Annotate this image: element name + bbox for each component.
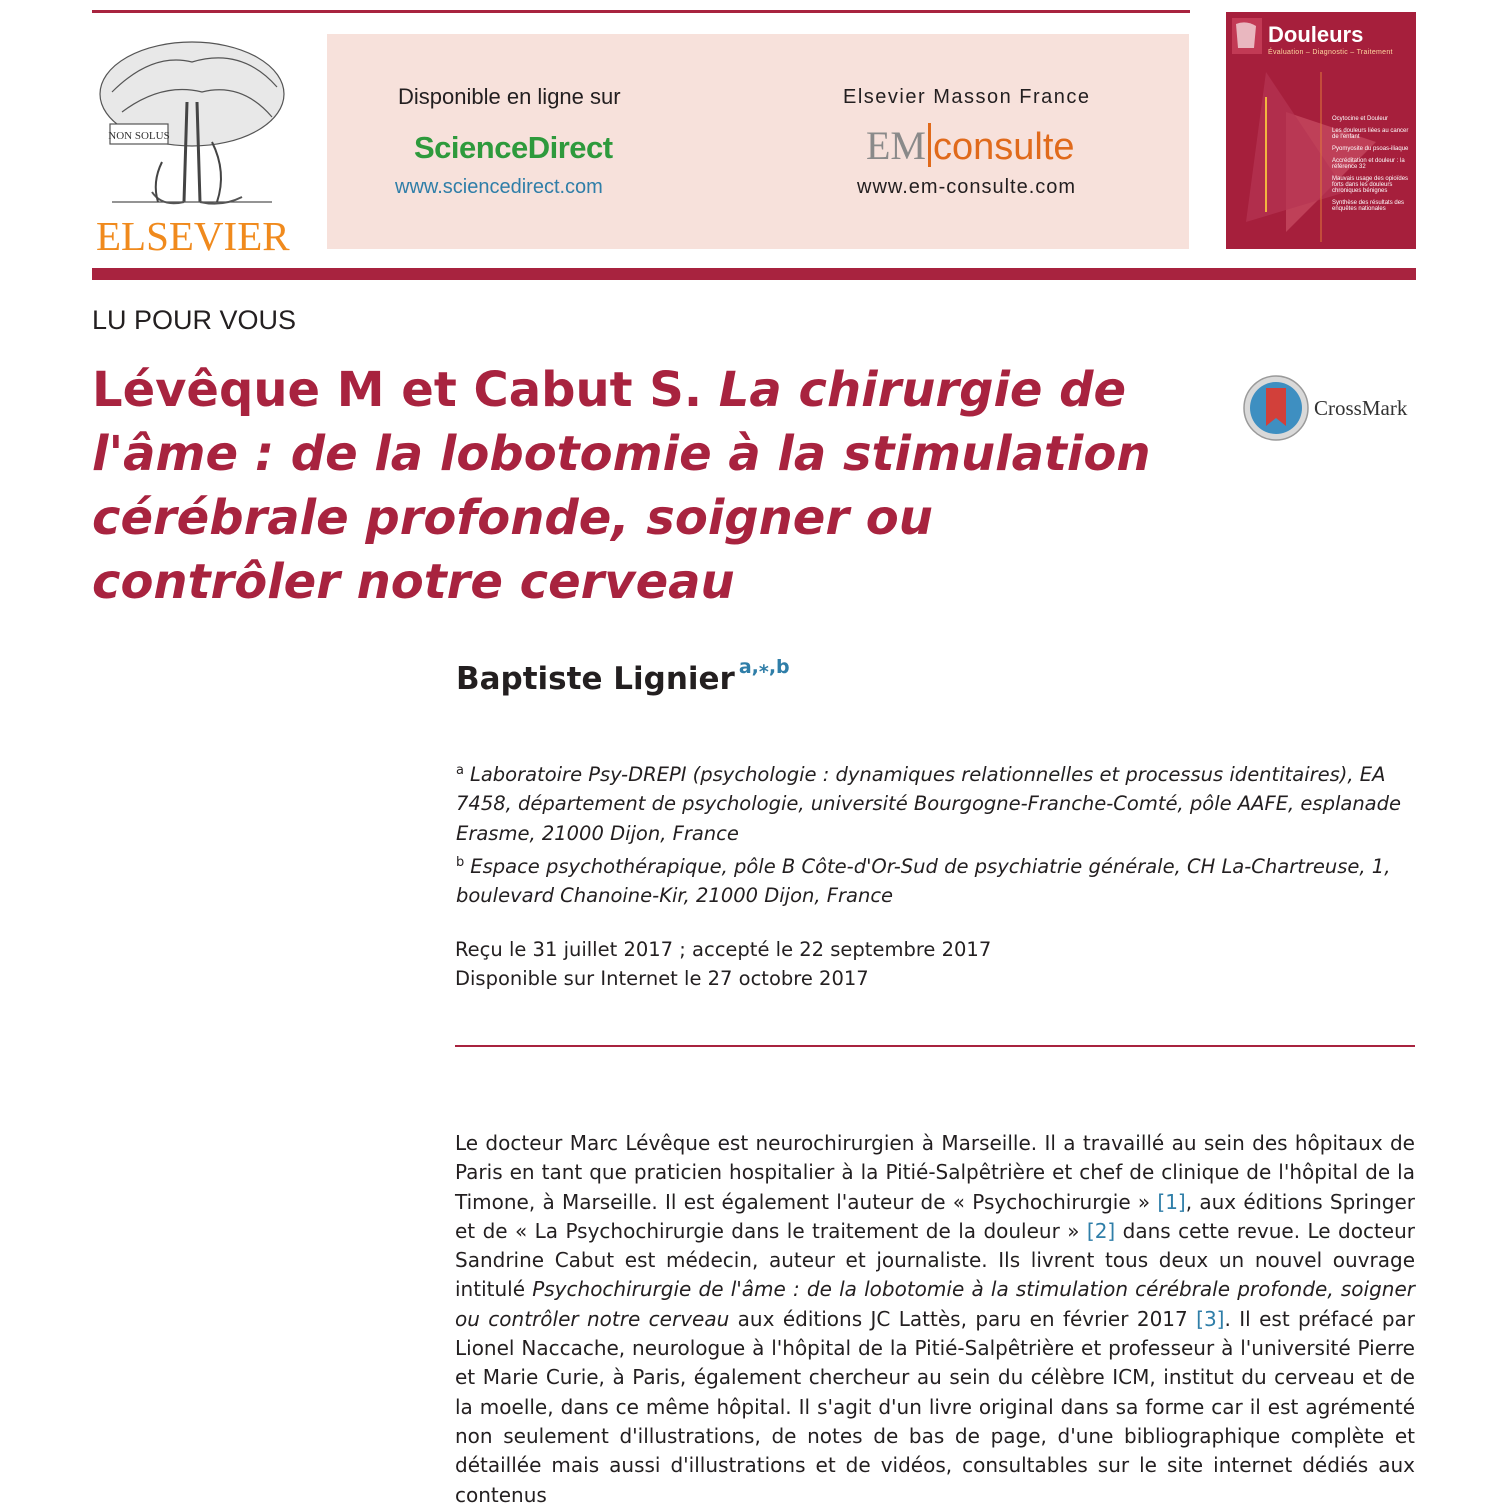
- title-book: La chirurgie de l'âme : de la lobotomie à la stimulation cérébrale profonde, soigner ou contrôler notre cerveau: [92, 362, 1151, 610]
- cover-item: Synthèse des résultats des enquêtes nationales: [1332, 200, 1405, 212]
- author-affiliation-markers[interactable]: a,⁎,b: [738, 656, 790, 678]
- elsevier-wordmark: ELSEVIER: [96, 213, 290, 259]
- journal-cover: [1226, 12, 1416, 249]
- affiliation-marker: a: [456, 763, 464, 778]
- online-date: Disponible sur Internet le 27 octobre 2017: [455, 967, 869, 991]
- author-name: [456, 656, 790, 697]
- em-logo-bar: [928, 123, 931, 167]
- received-date: Reçu le 31 juillet 2017 ; accepté le 22 septembre 2017: [455, 938, 992, 961]
- em-france-label: Elsevier Masson France: [843, 86, 1091, 108]
- section-label: LU POUR VOUS: [92, 305, 297, 335]
- reference-link[interactable]: [3]: [1196, 1306, 1225, 1331]
- article-dates: [455, 935, 991, 994]
- cover-title: Douleurs: [1268, 22, 1364, 47]
- cover-item: Pyomyosite du psoas-iliaque: [1332, 146, 1409, 152]
- cover-item: Ocytocine et Douleur: [1332, 116, 1389, 122]
- body-text: . Il est préfacé par Lionel Naccache, neurologue à l'hôpital de la Pitié-Salpêtrière et professeur à l'université Pierre et Marie Curie, à Paris, également chercheur au sein du célèbre ICM, institut du cerveau et de la moelle, dans ce même hôpital. Il s'agit d'un livre original dans sa forme car il est agrémenté non seulement d'illustrations, de notes de bas de page, d'une bibliographique complète et détaillée mais aussi d'illustrations et de vidéos, consultables sur le site internet dédiés aux contenus: [455, 1306, 1415, 1507]
- affiliation-item: [456, 848, 1416, 911]
- author-name-text: Baptiste Lignier: [456, 661, 735, 697]
- available-online-label: Disponible en ligne sur: [398, 84, 621, 109]
- sciencedirect-logo[interactable]: ScienceDirect: [414, 130, 613, 165]
- header-rule: [92, 268, 1416, 280]
- body-text: aux éditions JC Lattès, paru en février 2017: [729, 1306, 1197, 1331]
- body-text: Le docteur Marc Lévêque est neurochirurgien à Marseille. Il a travaillé au sein des hôpitaux de Paris en tant que praticien hospitalier à la Pitié-Salpêtrière et chef de clinique de l'hôpital de la Timone, à Marseille. Il est également l'auteur de « Psychochirurgie »: [455, 1131, 1415, 1214]
- affiliation-marker: b: [456, 854, 465, 870]
- article-title: [92, 358, 1152, 614]
- affiliation-text: Laboratoire Psy-DREPI (psychologie : dynamiques relationnelles et processus identitaires), EA 7458, département de psychologie, université Bourgogne-Franche-Comté, pôle AAFE, esplanade Erasme, 21000 Dijon, France: [456, 763, 1402, 845]
- reference-link[interactable]: [2]: [1086, 1218, 1116, 1243]
- cover-item: Mauvais usage des opioïdes forts dans les douleurs chroniques bénignes: [1332, 176, 1409, 194]
- reference-link[interactable]: [1]: [1157, 1189, 1186, 1214]
- title-authors: Lévêque M et Cabut S.: [92, 362, 703, 418]
- body-text: dans cette revue. Le docteur Sandrine Cabut est médecin, auteur et journaliste. Ils livrent tous deux un nouvel ouvrage intitulé: [455, 1218, 1415, 1302]
- top-rule: [92, 10, 1190, 13]
- separator-rule: [455, 1045, 1415, 1047]
- tree-motto: NON SOLUS: [108, 130, 170, 142]
- cover-item: Les douleurs liées au cancer de l'enfant: [1332, 128, 1409, 140]
- em-consulte-logo[interactable]: [866, 122, 1075, 169]
- body-text: , aux éditions Springer et de « La Psychochirurgie dans le traitement de la douleur »: [455, 1189, 1415, 1243]
- sciencedirect-url[interactable]: www.sciencedirect.com: [395, 176, 603, 198]
- cover-subtitle: Évaluation – Diagnostic – Traitement: [1268, 49, 1393, 56]
- affiliation-text: Espace psychothérapique, pôle B Côte-d'Or-Sud de psychiatrie générale, CH La-Chartreuse, 1, boulevard Chanoine-Kir, 21000 Dijon, France: [456, 854, 1391, 908]
- affiliations: [456, 756, 1416, 910]
- em-logo-em: EM: [866, 123, 926, 168]
- affiliation-item: [456, 756, 1416, 848]
- em-logo-consulte: consulte: [933, 126, 1075, 168]
- cover-item: Accréditation et douleur : la référence 32: [1332, 158, 1405, 170]
- crossmark-label[interactable]: CrossMark: [1314, 396, 1408, 420]
- body-paragraph: [455, 1129, 1415, 1510]
- crossmark-icon[interactable]: [1242, 374, 1310, 442]
- body-book-title: Psychochirurgie de l'âme : de la lobotomie à la stimulation cérébrale profonde, soigner ou contrôler notre cerveau: [455, 1277, 1415, 1331]
- em-consulte-url[interactable]: www.em-consulte.com: [857, 176, 1077, 198]
